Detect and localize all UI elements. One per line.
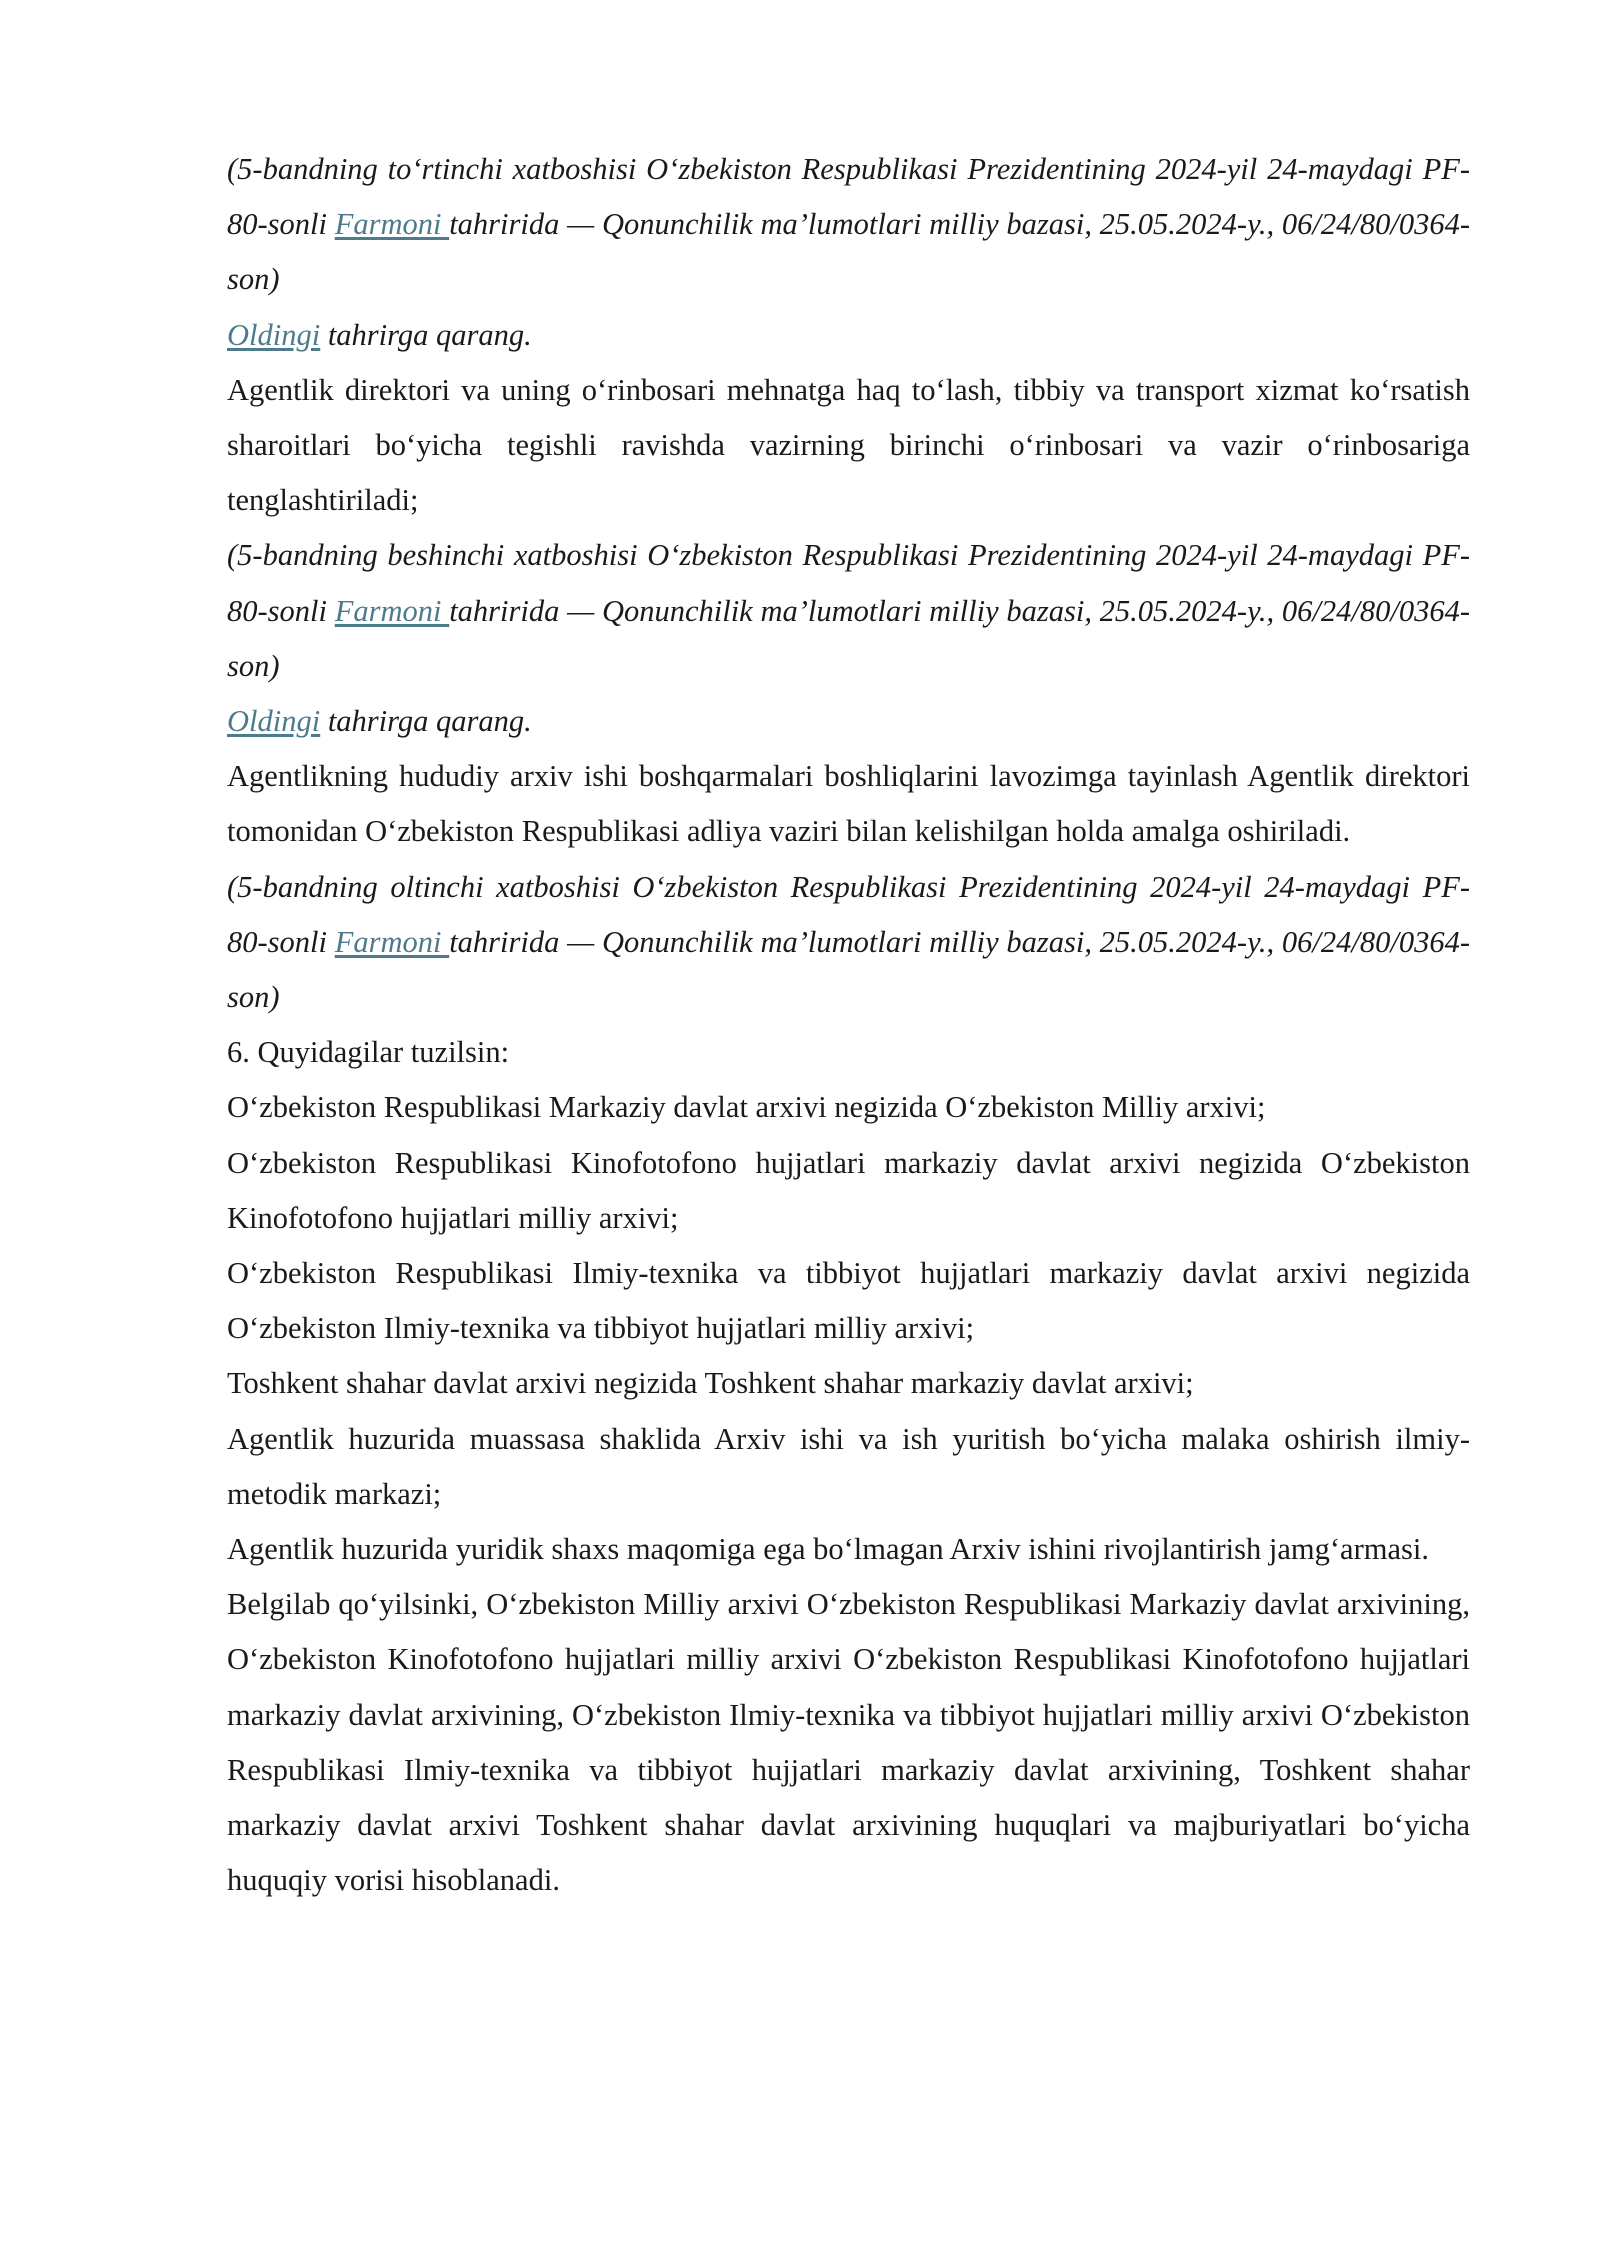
oldingi-link[interactable]: Oldingi	[227, 704, 321, 739]
amendment-note-text: (5-bandning to‘rtinchi xatboshisi O‘zbekiston Respublikasi Prezidentining 2024-yil 24-maydagi PF-80-sonli	[227, 152, 1470, 242]
paragraph-regional-heads: Agentlikning hududiy arxiv ishi boshqarmalari boshliqlarini lavozimga tayinlash Agentlik direktori tomonidan O‘zbekiston Respublikasi adliya vaziri bilan kelishilgan holda amalga oshiriladi.	[227, 759, 1470, 849]
amendment-note-text: tahririda — Qonunchilik ma’lumotlari milliy bazasi, 25.05.2024-y., 06/24/80/0364-son)	[227, 924, 1470, 1015]
paragraph-legal-successor: Belgilab qo‘yilsinki, O‘zbekiston Milliy arxivi O‘zbekiston Respublikasi Markaziy davlat arxivining, O‘zbekiston Kinofotofono hujjatlari milliy arxivi O‘zbekiston Respublikasi Kinofotofono hujjatlari markaziy davlat arxivining, O‘zbekiston Ilmiy-texnika va tibbiyot hujjatlari milliy arxivi O‘zbekiston Respublikasi Ilmiy-texnika va tibbiyot hujjatlari markaziy davlat arxivining, Toshkent shahar markaziy davlat arxivi Toshkent shahar davlat arxivining huquqlari va majburiyatlari bo‘yicha huquqiy vorisi hisoblanadi.	[227, 1587, 1470, 1898]
previous-edition-text: tahrirga qarang.	[320, 317, 532, 352]
document-page	[227, 142, 1470, 1909]
amendment-note-1	[227, 142, 1470, 308]
farmoni-link[interactable]: Farmoni	[334, 593, 450, 628]
amendment-note-2	[227, 528, 1470, 694]
amendment-note-text: tahririda — Qonunchilik ma’lumotlari milliy bazasi, 25.05.2024-y., 06/24/80/0364-son)	[227, 207, 1470, 297]
amendment-note-text: tahririda — Qonunchilik ma’lumotlari milliy bazasi, 25.05.2024-y., 06/24/80/0364-son)	[227, 593, 1470, 683]
previous-edition-note-2	[227, 694, 1470, 749]
amendment-note-text: (5-bandning beshinchi xatboshisi O‘zbekiston Respublikasi Prezidentining 2024-yil 24-maydagi PF-80-sonli	[227, 538, 1470, 628]
section-6-heading: 6. Quyidagilar tuzilsin:	[227, 1035, 510, 1070]
list-item: Agentlik huzurida muassasa shaklida Arxiv ishi va ish yuritish bo‘yicha malaka oshirish ilmiy-metodik markazi;	[227, 1421, 1470, 1511]
oldingi-link[interactable]: Oldingi	[227, 317, 321, 352]
farmoni-link[interactable]: Farmoni	[334, 207, 450, 242]
list-item: O‘zbekiston Respublikasi Markaziy davlat arxivi negizida O‘zbekiston Milliy arxivi;	[227, 1090, 1266, 1125]
farmoni-link[interactable]: Farmoni	[334, 924, 450, 959]
paragraph-director-equivalence: Agentlik direktori va uning o‘rinbosari mehnatga haq to‘lash, tibbiy va transport xizmat ko‘rsatish sharoitlari bo‘yicha tegishli ravishda vazirning birinchi o‘rinbosari va vazir o‘rinbosariga tenglashtiriladi;	[227, 372, 1470, 518]
amendment-note-text: (5-bandning oltinchi xatboshisi O‘zbekiston Respublikasi Prezidentining 2024-yil 24-maydagi PF-80-sonli	[227, 869, 1470, 959]
previous-edition-text: tahrirga qarang.	[320, 704, 532, 739]
list-item: Toshkent shahar davlat arxivi negizida Toshkent shahar markaziy davlat arxivi;	[227, 1366, 1194, 1401]
list-item: O‘zbekiston Respublikasi Kinofotofono hujjatlari markaziy davlat arxivi negizida O‘zbekiston Kinofotofono hujjatlari milliy arxivi;	[227, 1145, 1470, 1235]
amendment-note-3	[227, 860, 1470, 1026]
list-item: Agentlik huzurida yuridik shaxs maqomiga ega bo‘lmagan Arxiv ishini rivojlantirish jamg‘armasi.	[227, 1532, 1429, 1567]
previous-edition-note-1	[227, 308, 1470, 363]
list-item: O‘zbekiston Respublikasi Ilmiy-texnika va tibbiyot hujjatlari markaziy davlat arxivi negizida O‘zbekiston Ilmiy-texnika va tibbiyot hujjatlari milliy arxivi;	[227, 1256, 1470, 1346]
